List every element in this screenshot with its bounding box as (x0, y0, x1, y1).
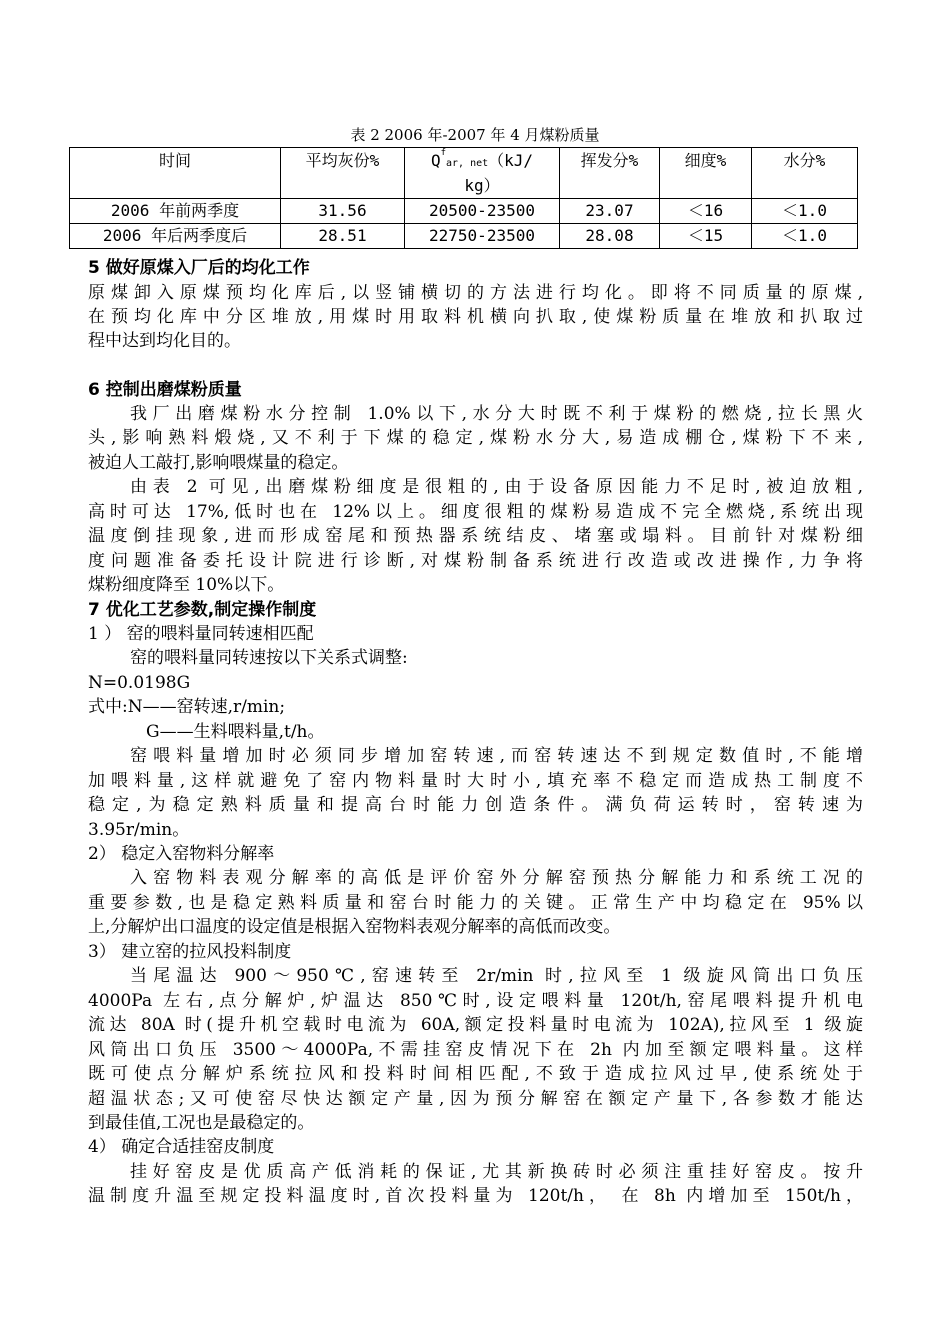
paragraph-line: 程中达到均化目的。 (88, 331, 241, 351)
cell-calorific-value: 20500-23500 (405, 199, 560, 224)
cell-moisture: ＜1.0 (752, 224, 858, 249)
paragraph-line: 原煤卸入原煤预均化库后,以竖铺横切的方法进行均化。即将不同质量的原煤, (88, 283, 863, 303)
paragraph-line: 到最佳值,工况也是最稳定的。 (88, 1113, 315, 1133)
header-volatile: 挥发分% (560, 148, 660, 199)
table-caption: 表 2 2006 年-2007 年 4 月煤粉质量 (350, 126, 600, 144)
section-heading: 5 做好原煤入厂后的均化工作 (88, 258, 310, 278)
paragraph-line: 上,分解炉出口温度的设定值是根据入窑物料表观分解率的高低而改变。 (88, 917, 621, 937)
cell-fineness: ＜15 (660, 224, 752, 249)
cell-volatile: 23.07 (560, 199, 660, 224)
q-superscript: f (440, 148, 446, 158)
paragraph-line: 我厂出磨煤粉水分控制 1.0%以下,水分大时既不利于煤粉的燃烧,拉长黑火 (130, 404, 863, 424)
paragraph-line: 4000Pa 左右,点分解炉,炉温达 850℃时,设定喂料量 120t/h,窑尾喂料提升机电 (88, 991, 863, 1011)
table-header-row (70, 148, 858, 199)
paragraph-line: 超温状态;又可使窑尽快达额定产量,因为预分解窑在额定产量下,各参数才能达 (88, 1089, 863, 1109)
cell-time: 2006 年前两季度 (70, 199, 281, 224)
paragraph-line: 度问题准备委托设计院进行诊断,对煤粉制备系统进行改造或改进操作,力争将 (88, 551, 863, 571)
paragraph-line: 当尾温达 900～950℃,窑速转至 2r/min 时,拉风至 1 级旋风筒出口负压 (130, 966, 863, 986)
paragraph-line: 稳定,为稳定熟料质量和提高台时能力创造条件。满负荷运转时，窑转速为 (88, 795, 863, 815)
header-fineness: 细度% (660, 148, 752, 199)
cell-time: 2006 年后两季度后 (70, 224, 281, 249)
subsection-title: 4） 确定合适挂窑皮制度 (88, 1137, 275, 1157)
cell-ash: 31.56 (281, 199, 405, 224)
paragraph-line: 3.95r/min。 (88, 820, 190, 840)
cell-volatile: 28.08 (560, 224, 660, 249)
section-heading: 7 优化工艺参数,制定操作制度 (88, 600, 317, 620)
paragraph-line: 既可使点分解炉系统拉风和投料时间相匹配,不致于造成拉风过早,使系统处于 (88, 1064, 863, 1084)
cell-moisture: ＜1.0 (752, 199, 858, 224)
header-ash: 平均灰份% (281, 148, 405, 199)
formula-where-line: 式中:N——窑转速,r/min; (88, 697, 286, 717)
cell-calorific-value: 22750-23500 (405, 224, 560, 249)
subsection-title: 2） 稳定入窑物料分解率 (88, 844, 275, 864)
formula: N=0.0198G (88, 673, 191, 693)
q-subscript: ar, net (446, 158, 489, 169)
section-heading: 6 控制出磨煤粉质量 (88, 380, 242, 400)
paragraph-line: 煤粉细度降至 10%以下。 (88, 575, 285, 595)
cell-fineness: ＜16 (660, 199, 752, 224)
q-unit-part1: （kJ/ (488, 151, 534, 170)
paragraph-line: 被迫人工敲打,影响喂煤量的稳定。 (88, 453, 349, 473)
paragraph-line: 头,影响熟料煅烧,又不利于下煤的稳定,煤粉水分大,易造成棚仓,煤粉下不来, (88, 428, 863, 448)
paragraph-line: 风筒出口负压 3500～4000Pa,不需挂窑皮情况下在 2h 内加至额定喂料量。这样 (88, 1040, 863, 1060)
header-time: 时间 (70, 148, 281, 199)
paragraph-line: 窑喂料量增加时必须同步增加窑转速,而窑转速达不到规定数值时,不能增 (130, 746, 863, 766)
coal-powder-quality-table (69, 147, 858, 249)
paragraph-line: 窑的喂料量同转速按以下关系式调整: (130, 648, 408, 668)
formula-where-line: G——生料喂料量,t/h。 (146, 722, 325, 742)
table-row (70, 224, 858, 249)
subsection-title: 3） 建立窑的拉风投料制度 (88, 942, 292, 962)
q-symbol: Q (430, 151, 441, 170)
paragraph-line: 流达 80A 时(提升机空载时电流为 60A,额定投料量时电流为 102A),拉风至 1 级旋 (88, 1015, 863, 1035)
paragraph-line: 入窑物料表观分解率的高低是评价窑外分解窑预热分解能力和系统工况的 (130, 868, 863, 888)
header-calorific-value (405, 148, 560, 199)
subsection-title: 1 ） 窑的喂料量同转速相匹配 (88, 624, 314, 644)
paragraph-line: 温制度升温至规定投料温度时,首次投料量为 120t/h， 在 8h 内增加至 150t/h， (88, 1186, 863, 1206)
paragraph-line: 挂好窑皮是优质高产低消耗的保证,尤其新换砖时必须注重挂好窑皮。按升 (130, 1162, 863, 1182)
paragraph-line: 重要参数,也是稳定熟料质量和窑台时能力的关键。正常生产中均稳定在 95%以 (88, 893, 863, 913)
paragraph-line: 在预均化库中分区堆放,用煤时用取料机横向扒取,使煤粉质量在堆放和扒取过 (88, 307, 863, 327)
header-moisture: 水分% (752, 148, 858, 199)
paragraph-line: 高时可达 17%,低时也在 12%以上。细度很粗的煤粉易造成不完全燃烧,系统出现 (88, 502, 863, 522)
table-row (70, 199, 858, 224)
paragraph-line: 温度倒挂现象,进而形成窑尾和预热器系统结皮、堵塞或塌料。目前针对煤粉细 (88, 526, 863, 546)
cell-ash: 28.51 (281, 224, 405, 249)
q-unit-part2: kg） (464, 176, 500, 195)
paragraph-line: 由表 2 可见,出磨煤粉细度是很粗的,由于设备原因能力不足时,被迫放粗, (130, 477, 863, 497)
paragraph-line: 加喂料量,这样就避免了窑内物料量时大时小,填充率不稳定而造成热工制度不 (88, 771, 863, 791)
